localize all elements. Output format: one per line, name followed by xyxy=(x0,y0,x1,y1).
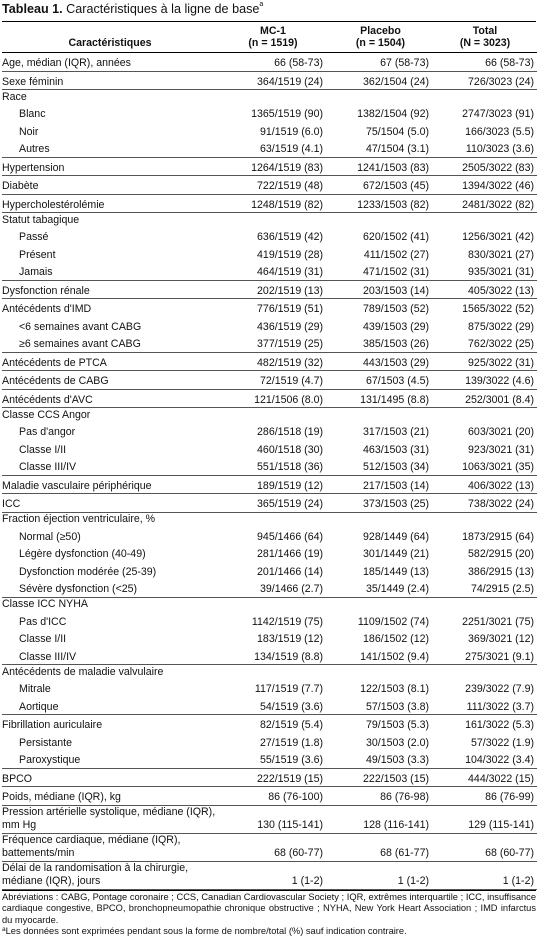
cell-placebo: 620/1502 (41) xyxy=(363,231,429,244)
cell-total: 935/3021 (31) xyxy=(468,266,534,279)
cell-total: 1565/3022 (52) xyxy=(462,303,534,316)
row-label: Aortique xyxy=(19,700,59,713)
cell-total: 1256/3021 (42) xyxy=(462,231,534,244)
cell-total: 2251/3021 (75) xyxy=(462,615,534,628)
row-label: Blanc xyxy=(19,108,46,121)
cell-mc1 xyxy=(218,408,328,423)
cell-total: 1873/2915 (64) xyxy=(462,530,534,543)
table-row xyxy=(2,861,537,889)
row-label: Pas d'ICC xyxy=(19,615,67,628)
table-title xyxy=(2,2,536,18)
cell-mc1: 722/1519 (48) xyxy=(257,180,323,193)
cell-placebo: 122/1503 (8.1) xyxy=(360,683,429,696)
table-row xyxy=(2,494,537,513)
cell-total: 923/3021 (31) xyxy=(468,443,534,456)
cell-mc1: 464/1519 (31) xyxy=(257,266,323,279)
table-row xyxy=(2,527,537,545)
cell-placebo: 217/1503 (14) xyxy=(363,479,429,492)
cell-placebo: 131/1495 (8.8) xyxy=(360,393,429,406)
cell-mc1: 286/1518 (19) xyxy=(257,426,323,439)
cell-mc1: 201/1466 (14) xyxy=(257,565,323,578)
cell-mc1: 945/1466 (64) xyxy=(257,530,323,543)
table-row xyxy=(2,422,537,440)
row-label: Antécédents de CABG xyxy=(2,375,109,388)
row-label: Fréquence cardiaque, médiane (IQR), battements/min xyxy=(2,834,181,860)
table-row xyxy=(2,612,537,630)
cell-placebo xyxy=(328,90,433,105)
cell-mc1: 134/1519 (8.8) xyxy=(254,650,323,663)
table-group-header-row xyxy=(2,597,537,612)
table-row xyxy=(2,440,537,458)
cell-placebo: 185/1449 (13) xyxy=(363,565,429,578)
cell-mc1: 551/1518 (36) xyxy=(257,461,323,474)
table-row xyxy=(2,104,537,122)
cell-mc1: 27/1519 (1.8) xyxy=(259,736,323,749)
cell-placebo: 141/1502 (9.4) xyxy=(360,650,429,663)
cell-total xyxy=(433,665,537,680)
cell-total xyxy=(433,213,537,228)
table-row xyxy=(2,317,537,335)
cell-mc1: 66 (58-73) xyxy=(274,57,323,70)
cell-mc1: 377/1519 (25) xyxy=(257,338,323,351)
cell-mc1 xyxy=(218,665,328,680)
cell-total: 1063/3021 (35) xyxy=(462,461,534,474)
table-row xyxy=(2,787,537,806)
row-label: Sévère dysfonction (<25) xyxy=(19,583,138,596)
cell-total: 239/3022 (7.9) xyxy=(465,683,534,696)
row-label: Dysfonction modérée (25-39) xyxy=(19,565,157,578)
cell-mc1: 202/1519 (13) xyxy=(257,284,323,297)
cell-total: 66 (58-73) xyxy=(485,57,534,70)
row-label: Diabète xyxy=(2,180,39,193)
cell-total: 726/3023 (24) xyxy=(468,75,534,88)
cell-placebo: 512/1503 (34) xyxy=(363,461,429,474)
cell-placebo xyxy=(328,597,433,612)
cell-placebo: 1233/1503 (82) xyxy=(357,198,429,211)
cell-total xyxy=(433,90,537,105)
row-label: Légère dysfonction (40-49) xyxy=(19,548,146,561)
cell-mc1: 121/1506 (8.0) xyxy=(254,393,323,406)
table-row xyxy=(2,389,537,408)
cell-placebo: 471/1502 (31) xyxy=(363,266,429,279)
cell-mc1: 1365/1519 (90) xyxy=(251,108,323,121)
table-row xyxy=(2,805,537,833)
cell-mc1: 419/1519 (28) xyxy=(257,248,323,261)
row-label: Dysfonction rénale xyxy=(2,284,90,297)
cell-placebo: 86 (76-98) xyxy=(380,791,429,804)
cell-mc1: 63/1519 (4.1) xyxy=(259,143,323,156)
cell-mc1: 364/1519 (24) xyxy=(257,75,323,88)
row-label: Classe I/II xyxy=(19,443,67,456)
cell-total: 2747/3023 (91) xyxy=(462,108,534,121)
table-row xyxy=(2,122,537,140)
table-row xyxy=(2,334,537,352)
row-label: Poids, médiane (IQR), kg xyxy=(2,791,121,804)
cell-total: 57/3022 (1.9) xyxy=(470,736,534,749)
row-label: Classe III/IV xyxy=(19,650,77,663)
cell-mc1: 1264/1519 (83) xyxy=(251,161,323,174)
table-row xyxy=(2,475,537,494)
cell-placebo: 49/1503 (3.3) xyxy=(365,754,429,767)
cell-total: 738/3022 (24) xyxy=(468,498,534,511)
cell-placebo: 68 (61-77) xyxy=(380,847,429,860)
row-label: Pression artérielle systolique, médiane (IQR), mm Hg xyxy=(2,806,216,832)
row-label: Normal (≥50) xyxy=(19,530,81,543)
row-label: Sexe féminin xyxy=(2,75,64,88)
cell-placebo: 75/1504 (5.0) xyxy=(365,125,429,138)
cell-placebo: 128 (116-141) xyxy=(363,819,429,832)
row-label: Antécédents de PTCA xyxy=(2,356,107,369)
cell-mc1: 776/1519 (51) xyxy=(257,303,323,316)
cell-placebo: 203/1503 (14) xyxy=(363,284,429,297)
cell-mc1: 460/1518 (30) xyxy=(257,443,323,456)
row-label: Classe I/II xyxy=(19,633,67,646)
cell-mc1: 1248/1519 (82) xyxy=(251,198,323,211)
row-label: Antécédents de maladie valvulaire xyxy=(2,665,164,678)
cell-total: 386/2915 (13) xyxy=(468,565,534,578)
cell-total: 875/3022 (29) xyxy=(468,320,534,333)
cell-placebo: 222/1503 (15) xyxy=(363,772,429,785)
cell-total: 582/2915 (20) xyxy=(468,548,534,561)
table-row xyxy=(2,457,537,475)
cell-total: 406/3022 (13) xyxy=(468,479,534,492)
cell-total: 111/3022 (3.7) xyxy=(466,700,534,713)
cell-mc1: 183/1519 (12) xyxy=(257,633,323,646)
table-group-header-row xyxy=(2,408,537,423)
cell-placebo xyxy=(328,408,433,423)
table-row xyxy=(2,750,537,768)
table-row xyxy=(2,833,537,861)
cell-total: 166/3023 (5.5) xyxy=(465,125,534,138)
table-group-header-row xyxy=(2,213,537,228)
cell-placebo xyxy=(328,512,433,527)
row-label: <6 semaines avant CABG xyxy=(19,320,142,333)
table-row xyxy=(2,227,537,245)
table-caption-footnote-mark: a xyxy=(259,1,264,8)
table-group-header-row xyxy=(2,665,537,680)
table-row xyxy=(2,280,537,299)
table-number: Tableau 1. xyxy=(2,2,63,16)
row-label: Fibrillation auriculaire xyxy=(2,719,103,732)
cell-placebo: 1241/1503 (83) xyxy=(357,161,429,174)
cell-placebo: 317/1503 (21) xyxy=(363,426,429,439)
cell-placebo xyxy=(328,665,433,680)
cell-total: 110/3023 (3.6) xyxy=(465,143,534,156)
table-row xyxy=(2,544,537,562)
cell-total: 161/3022 (5.3) xyxy=(465,719,534,732)
cell-total: 86 (76-99) xyxy=(485,791,534,804)
cell-mc1: 54/1519 (3.6) xyxy=(259,700,323,713)
cell-placebo: 186/1502 (12) xyxy=(363,633,429,646)
row-label: Antécédents d'IMD xyxy=(2,303,92,316)
table-row xyxy=(2,629,537,647)
table-caption: Caractéristiques à la ligne de base xyxy=(66,2,260,16)
cell-mc1: 222/1519 (15) xyxy=(257,772,323,785)
row-label: Passé xyxy=(19,231,49,244)
cell-placebo: 1109/1502 (74) xyxy=(357,615,429,628)
cell-placebo: 35/1449 (2.4) xyxy=(365,583,429,596)
table-row xyxy=(2,176,537,195)
cell-placebo: 373/1503 (25) xyxy=(363,498,429,511)
row-label: Mitrale xyxy=(19,683,51,696)
cell-placebo xyxy=(328,213,433,228)
cell-total: 139/3022 (4.6) xyxy=(465,375,534,388)
row-label: Hypercholestérolémie xyxy=(2,198,105,211)
cell-mc1: 130 (115-141) xyxy=(257,819,323,832)
column-header-total: Total (N = 3023) xyxy=(459,24,511,50)
cell-mc1: 1 (1-2) xyxy=(291,875,323,888)
table-row xyxy=(2,299,537,317)
cell-total: 104/3022 (3.4) xyxy=(465,754,534,767)
cell-mc1: 281/1466 (19) xyxy=(257,548,323,561)
row-label: Classe ICC NYHA xyxy=(2,598,88,611)
table-header xyxy=(2,22,537,53)
row-label: ICC xyxy=(2,498,21,511)
cell-total: 405/3022 (13) xyxy=(468,284,534,297)
cell-mc1: 72/1519 (4.7) xyxy=(259,375,323,388)
cell-total xyxy=(433,408,537,423)
row-label: Persistante xyxy=(19,736,72,749)
cell-total xyxy=(433,512,537,527)
table-group-header-row xyxy=(2,512,537,527)
cell-total: 762/3022 (25) xyxy=(468,338,534,351)
table-group-header-row xyxy=(2,90,537,105)
table-row xyxy=(2,562,537,580)
cell-placebo: 463/1503 (31) xyxy=(363,443,429,456)
row-label: Pas d'angor xyxy=(19,426,76,439)
cell-total: 252/3001 (8.4) xyxy=(465,393,534,406)
cell-placebo: 1382/1504 (92) xyxy=(357,108,429,121)
table-row xyxy=(2,697,537,715)
column-header-characteristics: Caractéristiques xyxy=(68,37,152,50)
cell-placebo: 1 (1-2) xyxy=(397,875,429,888)
row-label: Hypertension xyxy=(2,161,65,174)
cell-placebo: 67 (58-73) xyxy=(380,57,429,70)
cell-total: 1394/3022 (46) xyxy=(462,180,534,193)
table-row xyxy=(2,53,537,72)
cell-mc1: 39/1466 (2.7) xyxy=(259,583,323,596)
table-row xyxy=(2,647,537,665)
table-footnotes xyxy=(2,890,536,938)
table-row xyxy=(2,579,537,597)
table-row xyxy=(2,371,537,390)
cell-total: 275/3021 (9.1) xyxy=(465,650,534,663)
cell-mc1 xyxy=(218,512,328,527)
table-row xyxy=(2,733,537,751)
row-label: Statut tabagique xyxy=(2,213,80,226)
cell-total: 444/3022 (15) xyxy=(468,772,534,785)
cell-total: 68 (60-77) xyxy=(485,847,534,860)
cell-mc1: 55/1519 (3.6) xyxy=(259,754,323,767)
cell-placebo: 789/1503 (52) xyxy=(363,303,429,316)
cell-mc1: 189/1519 (12) xyxy=(257,479,323,492)
row-label: Race xyxy=(2,90,27,103)
cell-mc1: 365/1519 (24) xyxy=(257,498,323,511)
cell-placebo: 385/1503 (26) xyxy=(363,338,429,351)
cell-mc1: 68 (60-77) xyxy=(274,847,323,860)
data-format-footnote: $^a$Les données sont exprimées pendant sous la forme de nombre/total (%) sauf indication contraire. xyxy=(2,926,407,937)
table-row xyxy=(2,245,537,263)
row-label: Age, médian (IQR), années xyxy=(2,57,131,70)
cell-placebo: 57/1503 (3.8) xyxy=(365,700,429,713)
table-row xyxy=(2,157,537,176)
row-label: BPCO xyxy=(2,772,33,785)
cell-placebo: 411/1502 (27) xyxy=(363,248,429,261)
cell-total xyxy=(433,597,537,612)
cell-placebo: 79/1503 (5.3) xyxy=(365,719,429,732)
cell-placebo: 928/1449 (64) xyxy=(363,530,429,543)
row-label: Présent xyxy=(19,248,56,261)
table-row xyxy=(2,194,537,213)
cell-mc1 xyxy=(218,213,328,228)
cell-placebo: 30/1503 (2.0) xyxy=(365,736,429,749)
row-label: ≥6 semaines avant CABG xyxy=(19,338,141,351)
row-label: Classe CCS Angor xyxy=(2,408,91,421)
cell-total: 369/3021 (12) xyxy=(468,633,534,646)
cell-mc1: 91/1519 (6.0) xyxy=(259,125,323,138)
cell-total: 129 (115-141) xyxy=(468,819,534,832)
cell-mc1 xyxy=(218,597,328,612)
table-row xyxy=(2,71,537,90)
abbreviations-footnote: Abréviations : CABG, Pontage coronaire ; CCS, Canadian Cardiovascular Society ; IQR, extrêmes interquartile ; ICC, insuffisance cardiaque congestive, BPCO, bronchopneumopathie chronique obstructive ; NYHA, New York Heart Association ; IMD infarctus du myocarde. xyxy=(2,891,536,925)
table-row xyxy=(2,715,537,733)
cell-placebo: 301/1449 (21) xyxy=(363,548,429,561)
cell-mc1: 1142/1519 (75) xyxy=(251,615,323,628)
cell-placebo: 439/1503 (29) xyxy=(363,320,429,333)
cell-total: 1 (1-2) xyxy=(502,875,534,888)
cell-total: 2481/3022 (82) xyxy=(462,198,534,211)
cell-total: 830/3021 (27) xyxy=(468,248,534,261)
cell-mc1: 436/1519 (29) xyxy=(257,320,323,333)
column-header-mc1: MC-1 (n = 1519) xyxy=(248,24,298,50)
cell-mc1: 636/1519 (42) xyxy=(257,231,323,244)
cell-total: 603/3021 (20) xyxy=(468,426,534,439)
table-row xyxy=(2,679,537,697)
cell-placebo: 443/1503 (29) xyxy=(363,356,429,369)
row-label: Noir xyxy=(19,125,39,138)
row-label: Classe III/IV xyxy=(19,461,77,474)
table-body xyxy=(2,53,537,890)
table-row xyxy=(2,139,537,157)
cell-placebo: 672/1503 (45) xyxy=(363,180,429,193)
row-label: Paroxystique xyxy=(19,754,81,767)
baseline-characteristics-table xyxy=(2,22,537,890)
cell-mc1 xyxy=(218,90,328,105)
table-row xyxy=(2,262,537,280)
cell-placebo: 47/1504 (3.1) xyxy=(365,143,429,156)
table-row xyxy=(2,768,537,787)
cell-total: 925/3022 (31) xyxy=(468,356,534,369)
cell-placebo: 362/1504 (24) xyxy=(363,75,429,88)
cell-mc1: 117/1519 (7.7) xyxy=(254,683,323,696)
row-label: Maladie vasculaire périphérique xyxy=(2,479,152,492)
row-label: Antécédents d'AVC xyxy=(2,393,93,406)
row-label: Autres xyxy=(19,143,50,156)
cell-mc1: 86 (76-100) xyxy=(268,791,323,804)
row-label: Délai de la randomisation à la chirurgie, médiane (IQR), jours xyxy=(2,862,189,888)
row-label: Jamais xyxy=(19,266,53,279)
table-row xyxy=(2,352,537,371)
cell-placebo: 67/1503 (4.5) xyxy=(365,375,429,388)
cell-total: 2505/3022 (83) xyxy=(462,161,534,174)
cell-total: 74/2915 (2.5) xyxy=(470,583,534,596)
column-header-placebo: Placebo (n = 1504) xyxy=(355,24,406,50)
row-label: Fraction éjection ventriculaire, % xyxy=(2,513,156,526)
cell-mc1: 482/1519 (32) xyxy=(257,356,323,369)
cell-mc1: 82/1519 (5.4) xyxy=(259,719,323,732)
